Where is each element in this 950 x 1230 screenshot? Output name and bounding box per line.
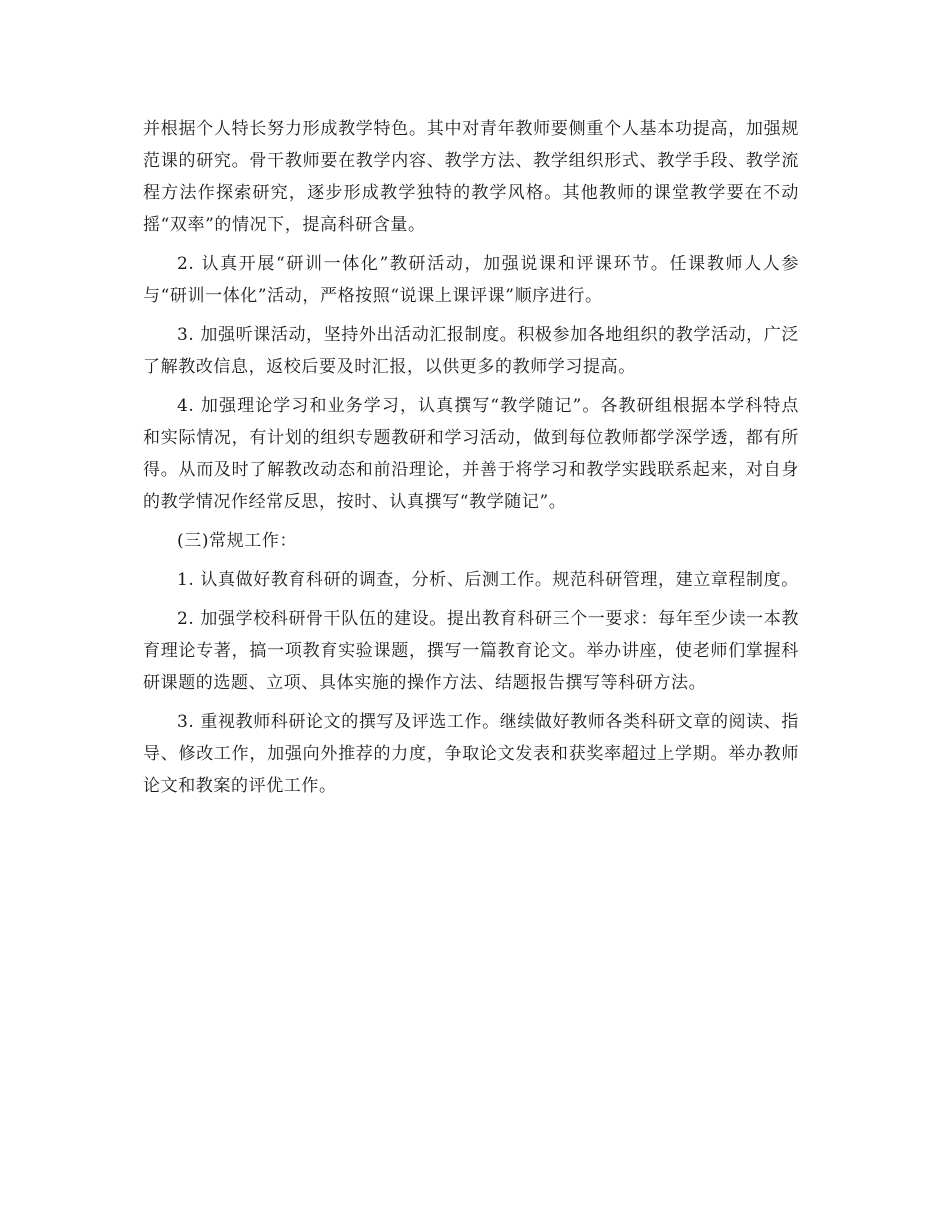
paragraph-item-2-research-training: 2. 认真开展“研训一体化”教研活动，加强说课和评课环节。任课教师人人参与“研训一体化”活动，严格按照“说课上课评课”顺序进行。 xyxy=(143,254,799,306)
paragraph-routine-item-3: 3. 重视教师科研论文的撰写及评选工作。继续做好教师各类科研文章的阅读、指导、修改工作，加强向外推荐的力度，争取论文发表和获奖率超过上学期。举办教师论文和教案的评优工作。 xyxy=(143,712,799,796)
paragraph-routine-item-2: 2. 加强学校科研骨干队伍的建设。提出教育科研三个一要求：每年至少读一本教育理论专著，搞一项教育实验课题，撰写一篇教育论文。举办讲座，使老师们掌握科研课题的选题、立项、具体实施的操作方法、结题报告撰写等科研方法。 xyxy=(143,609,799,693)
paragraph-item-3-lesson-observation: 3. 加强听课活动，坚持外出活动汇报制度。积极参加各地组织的教学活动，广泛了解教改信息，返校后要及时汇报，以供更多的教师学习提高。 xyxy=(143,325,799,377)
paragraph-item-4-theory-study: 4. 加强理论学习和业务学习，认真撰写“教学随记”。各教研组根据本学科特点和实际情况，有计划的组织专题教研和学习活动，做到每位教师都学深学透，都有所得。从而及时了解教改动态和前沿理论，并善于将学习和教学实践联系起来，对自身的教学情况作经常反思，按时、认真撰写“教学随记”。 xyxy=(143,396,799,512)
paragraph-routine-item-1: 1. 认真做好教育科研的调查，分析、后测工作。规范科研管理，建立章程制度。 xyxy=(177,570,799,590)
paragraph-continuation: 并根据个人特长努力形成教学特色。其中对青年教师要侧重个人基本功提高，加强规范课的研究。骨干教师要在教学内容、教学方法、教学组织形式、教学手段、教学流程方法作探索研究，逐步形成教学独特的教学风格。其他教师的课堂教学要在不动摇“双率”的情况下，提高科研含量。 xyxy=(143,119,799,235)
section-heading-routine-work: (三)常规工作： xyxy=(177,531,298,551)
document-body xyxy=(143,113,799,802)
